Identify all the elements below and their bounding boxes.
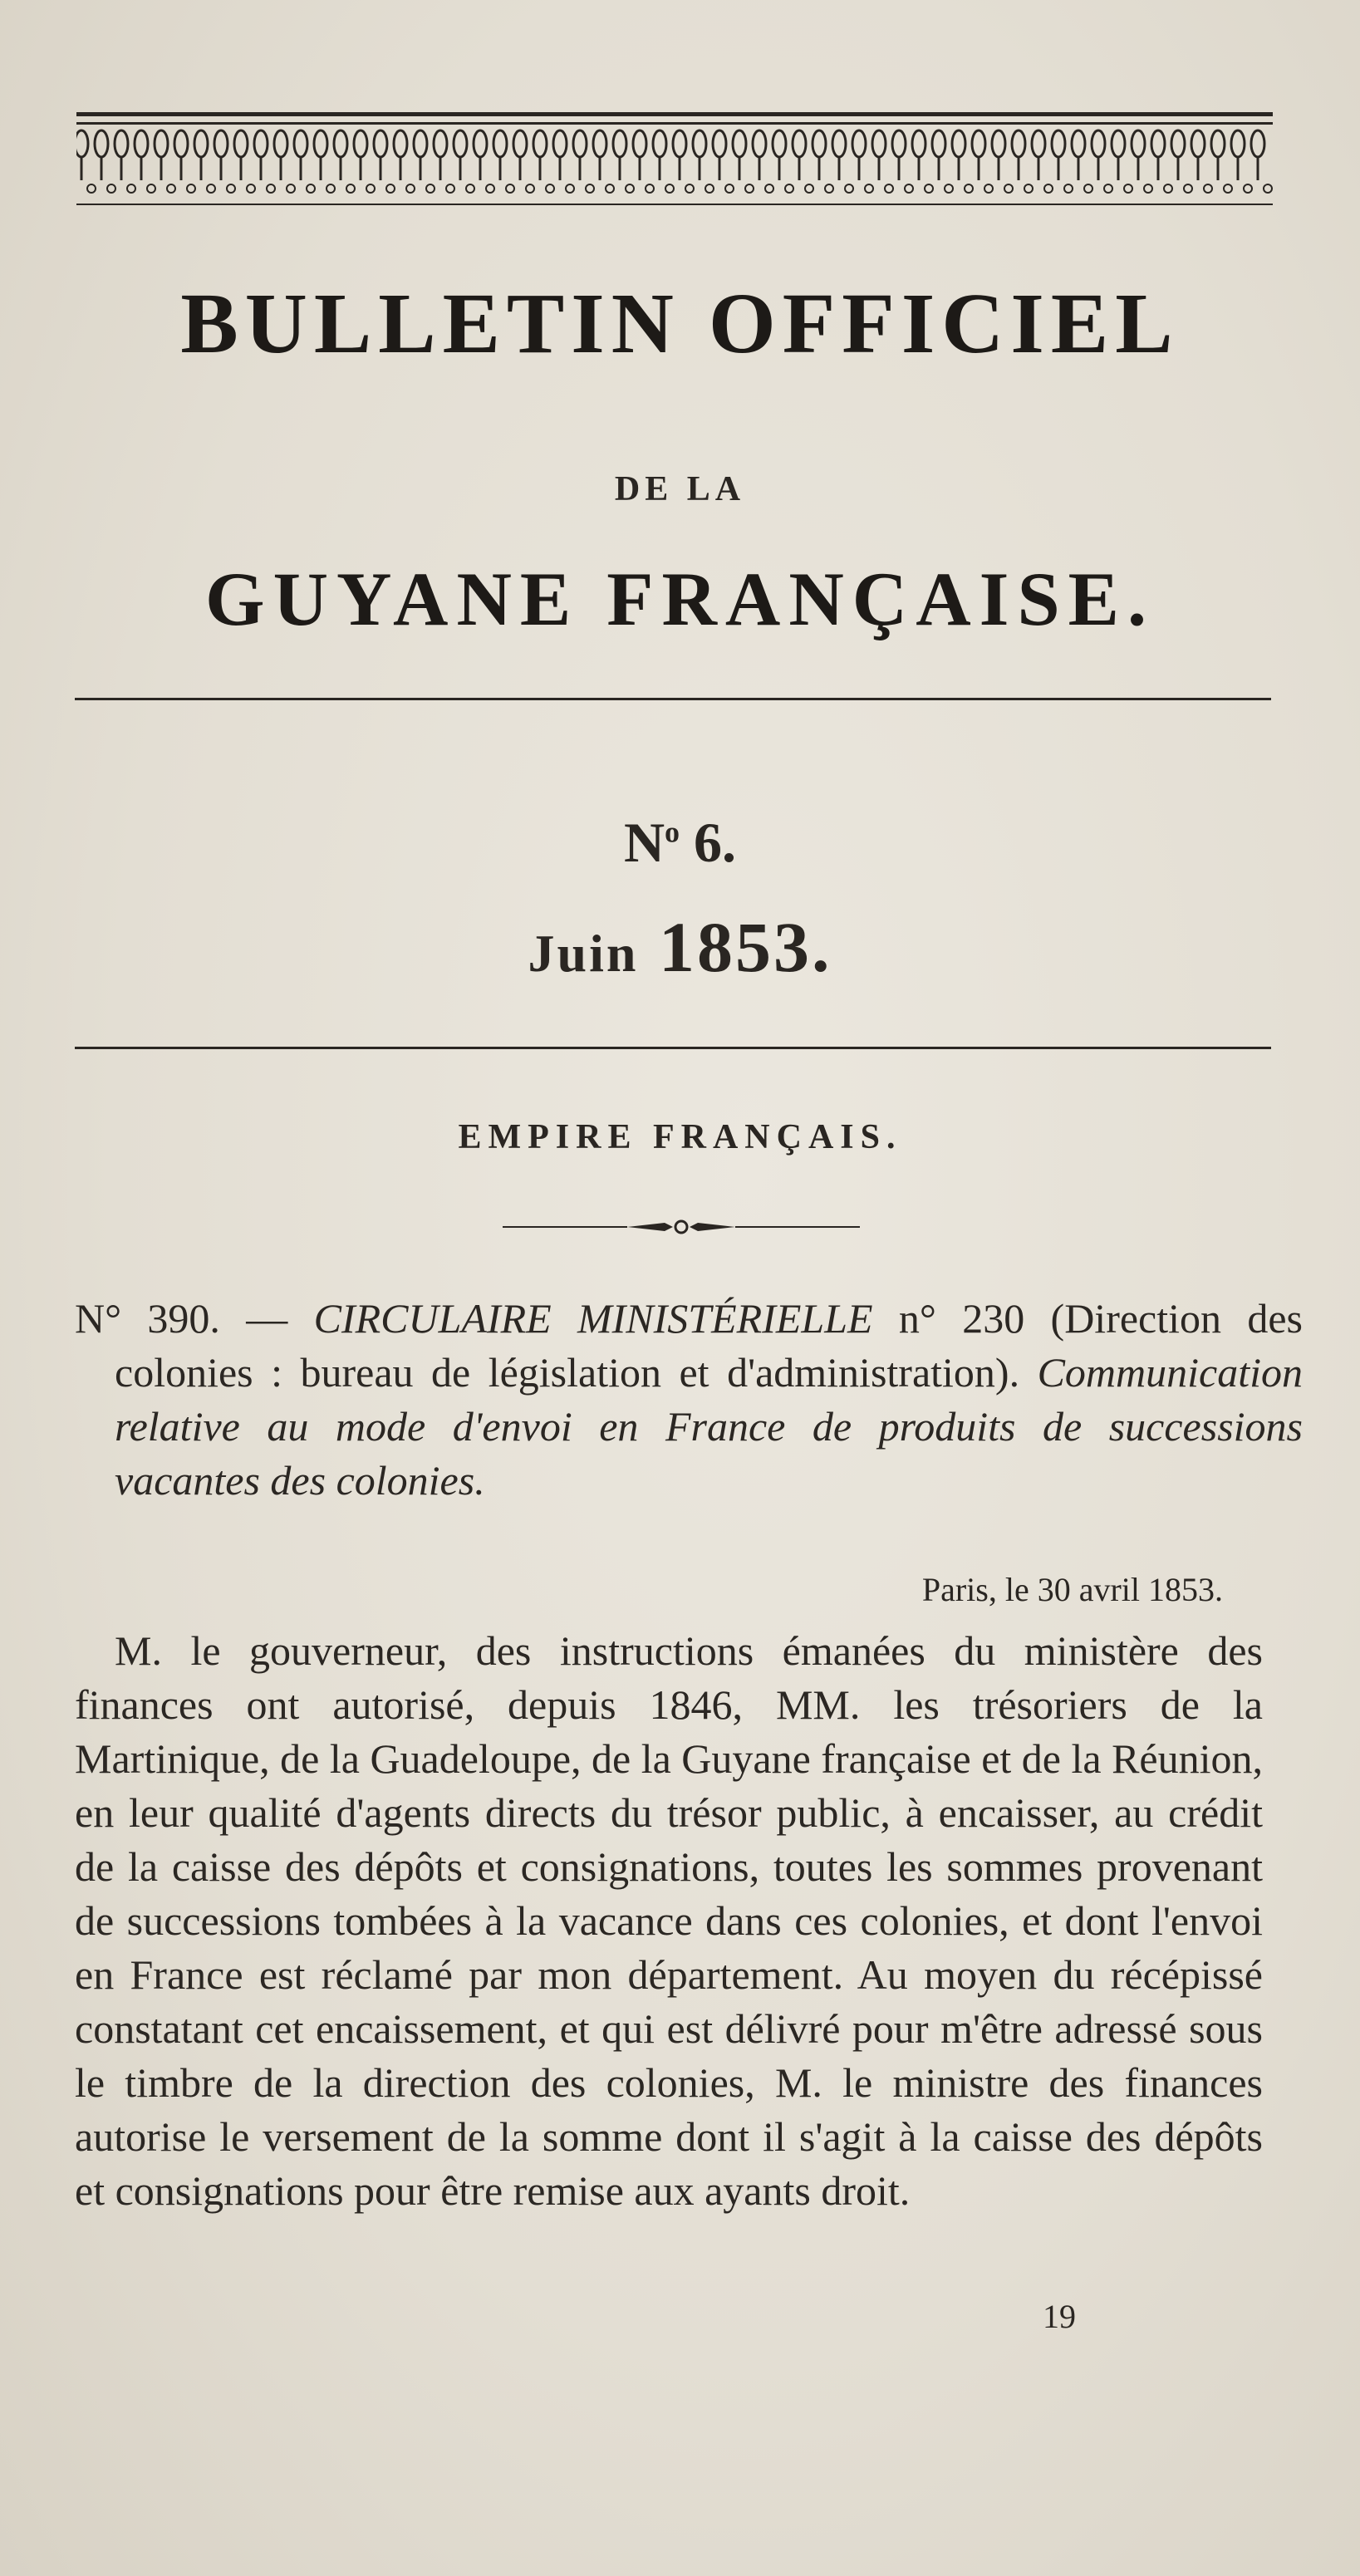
bulletin-title: BULLETIN OFFICIEL <box>180 276 1180 371</box>
issue-value: 6. <box>694 811 737 874</box>
bulletin-subtitle: DE LA <box>614 470 746 508</box>
date-divider <box>75 1047 1271 1049</box>
circular-title: CIRCULAIRE MINISTÉRIELLE <box>313 1295 873 1342</box>
circular-subject: Communication relative au mode d'envoi en France de produits de successions vacantes des colonies. <box>115 1349 1304 1504</box>
issue-date <box>0 905 1360 989</box>
issue-superscript: o <box>665 815 680 849</box>
page-number: 19 <box>1043 2298 1076 2335</box>
issue-month: Juin <box>528 924 639 983</box>
issue-number <box>0 810 1360 876</box>
place-date: Paris, le 30 avril 1853. <box>921 1571 1223 1608</box>
header-divider <box>75 698 1271 700</box>
flourish-ornament <box>503 1214 860 1239</box>
decorative-border-ornament <box>76 112 1273 210</box>
circular-direction: (Direction des colonies : bureau de législation et d'administration). <box>115 1295 1303 1396</box>
issue-year: 1853. <box>658 907 832 987</box>
circular-heading <box>75 1292 1303 1508</box>
issue-prefix: N <box>623 811 665 874</box>
circular-ref: n° 230 <box>898 1295 1025 1342</box>
colony-title: GUYANE FRANÇAISE. <box>205 557 1155 641</box>
circular-body: M. le gouverneur, des instructions émanées du ministère des finances ont autorisé, depuis 1846, MM. les trésoriers de la Martinique, de la Guadeloupe, de la Guyane française et de la Réunion, en leur qualité d'agents directs du trésor public, à encaisser, au crédit de la caisse des dépôts et consignations, toutes les sommes provenant de successions tombées à la vacance dans ces colonies, et dont l'envoi en France est réclamé par mon département. Au moyen du récépissé constatant cet encaissement, et qui est délivré pour m'être adressé sous le timbre de la direction des colonies, M. le ministre des finances autorise le versement de la somme dont il s'agit à la caisse des dépôts et consignations pour être remise aux ayants droit. <box>75 1627 1264 2214</box>
section-title: EMPIRE FRANÇAIS. <box>458 1118 902 1156</box>
circular-number: N° 390. — <box>75 1295 288 1342</box>
